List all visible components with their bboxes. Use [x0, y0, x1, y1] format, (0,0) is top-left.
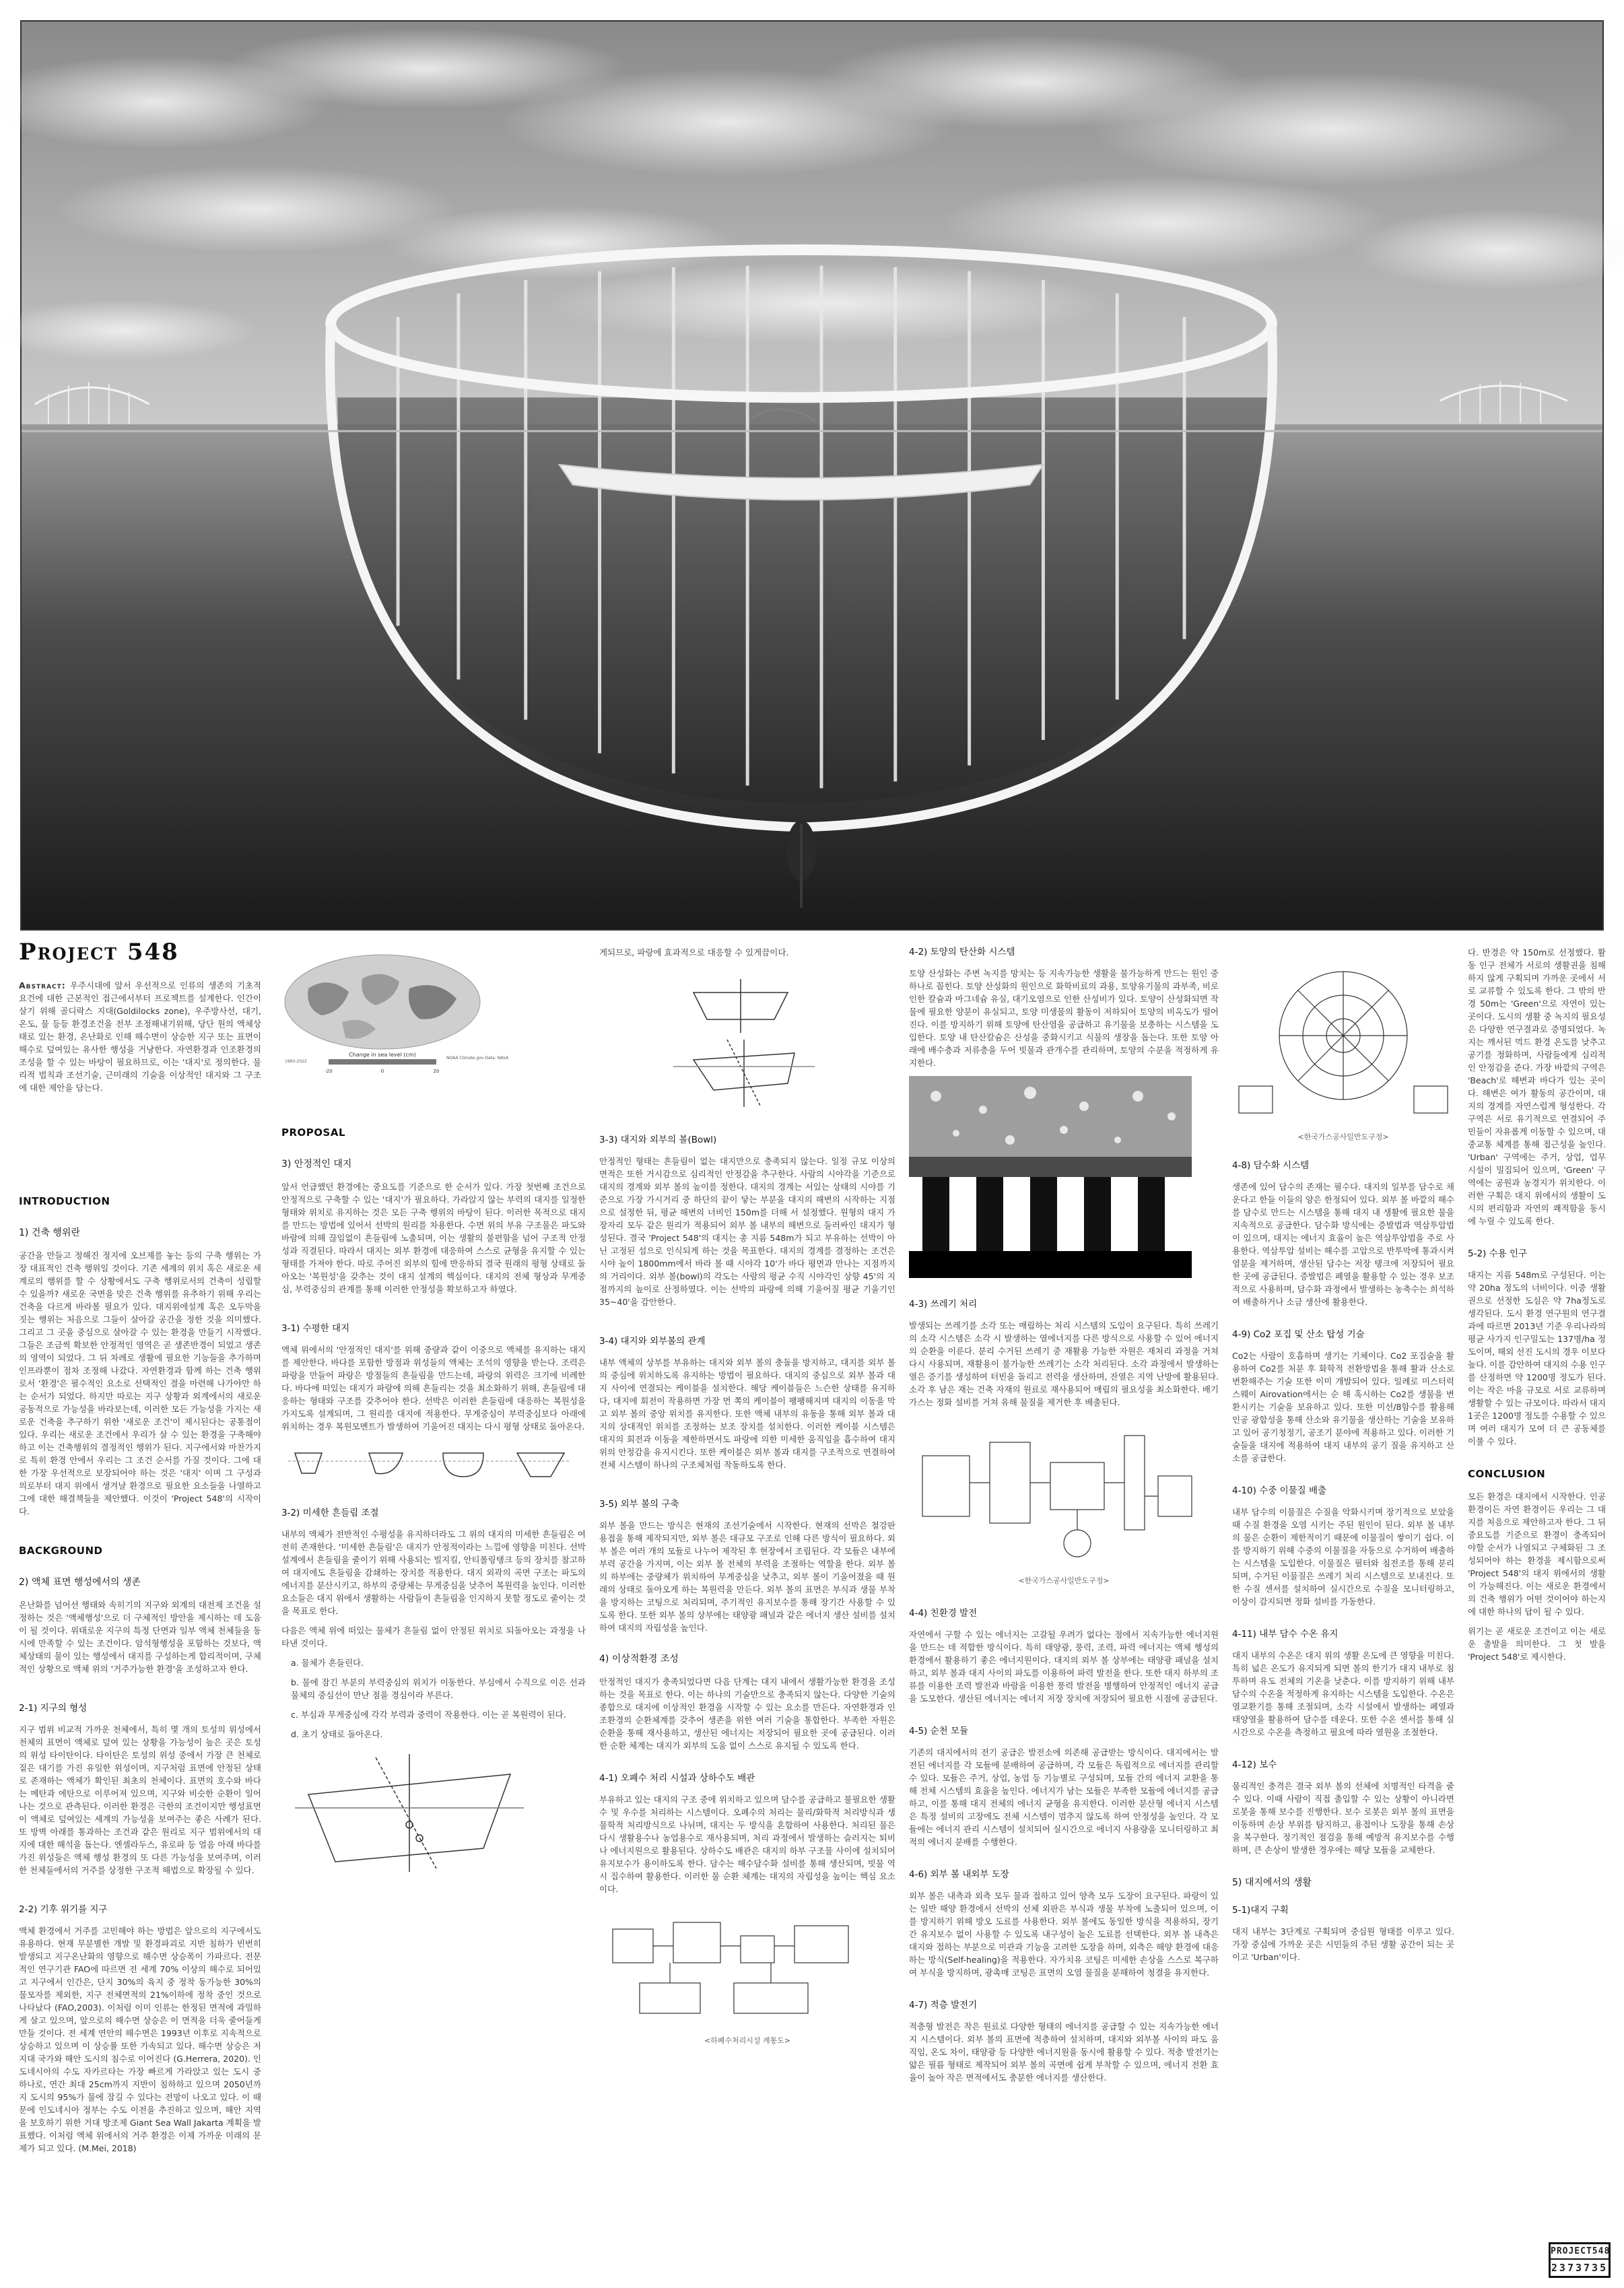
list-item-a: a. 물체가 흔들린다.	[291, 1658, 364, 1668]
caption-wastewater: <하폐수처리시설 계통도>	[704, 2036, 791, 2045]
paragraph-2-1: 지구 범위 비교적 가까운 천체에서, 특히 몇 개의 토성의 위성에서 천체의 표면이 액체로 덮여 있는 상황을 가능성이 높은 곳은 토성의 위성 타이탄이다. 타이탄은 토성의 위성 중에서 가장 큰 천체로 짙은 대기를 가진 유일한 위성이며, 지구처럼 표면에 안정된 상태로 존재하는 액체가 확인된 최초의 천체이다. 표면의 호수와 바다는 메탄과 에탄으로 이루어져 있으며, 지구와 비슷한 순환이 일어나는 것으로 관측된다. 이러한 환경은 극한의 조건이지만 행성표면이 액체로 덮여있는 세계의 가능성을 보여주는 좋은 사례가 된다. 또 방벽 아래를 통과하는 조건과 같은 원리로 지구 범위에서의 대지에 대한 해석을 돕는다. 엔셀라두스, 유로파 등 얼음 아래 바다를 가진 위성들은 액체 행성 환경의 또 다른 가능성을 보여주며, 이러한 천체들에서의 거주를 상정한 구조적 해법으로 확장될 수 있다.	[19, 1724, 261, 1875]
heading-4: 4) 이상적환경 조성	[599, 1654, 679, 1664]
paragraph-4-9: Co2는 사람이 호흡하며 생기는 기체이다. Co2 포집술을 활용하여 Co2를 처분 후 화학적 전환방법을 통해 활과 산소로 변환해주는 기술 또한 이미 개발되어 있다. 일례로 미스터럭 스웨이 Airovation에서는 순 해 혹시하는 Co2를 생물을 변환시키는 기술을 보유하고 있다. 또한 미선/8함수를 활용해 인공 광합성을 통해 산소와 유기물을 생산하는 기술을 보유하고 있어 공기청정기, 공조기 분야에 적용하고 있다. 이러한 기술들을 대지에 적용하여 대지 내부의 공기 질을 유지하고 산소를 공급한다.	[1232, 1351, 1454, 1463]
paragraph-top: 게되므로, 파랑에 효과적으로 대응할 수 있게끔이다.	[599, 947, 789, 957]
caption-desalination: <한국가스공사일반도구정>	[1297, 1133, 1389, 1141]
paragraph-4-7: 적층형 발전은 작은 원료로 다양한 형태의 에너지를 공급할 수 있는 지속가능한 에너지 시스템이다. 외부 볼의 표면에 적층하여 설치하며, 대지와 외부볼 사이의 파도 움직임, 온도 차이, 태양광 등 다양한 에너지원을 동시에 활용할 수 있다. 적층 발전기는 얇은 필름 형태로 제작되어 외부 볼의 곡면에 쉽게 부착할 수 있으며, 에너지 전환 효율이 높아 작은 면적에서도 충분한 에너지를 생산한다.	[909, 2021, 1219, 2083]
heading-conclusion: CONCLUSION	[1468, 1468, 1546, 1480]
page-title: Project 548	[19, 939, 179, 966]
desalination-diagram	[1232, 951, 1454, 1126]
paragraph-3: 앞서 언급했던 환경에는 중요도를 기준으로 한 순서가 있다. 가장 첫번째 조건으로 안정적으로 구축할 수 있는 '대지'가 필요하다. 가라앉지 않는 부력의 대지를 일정한 형태와 위치로 유지하는 것은 모든 구축 행위의 바탕이 된다. 이러한 목적으로 대지를 만드는 방법에 있어서 선박의 원리를 차용한다. 수면 위의 부유 구조물은 파도와 바람에 의해 끊임없이 흔들림에 노출되며, 이는 생활의 불편함을 넘어 구조적 안정성과 직결된다. 따라서 대지는 외부 환경에 대응하여 스스로 균형을 유지할 수 있는 형태를 가져야 한다. 따로 주어진 외부의 힘에 반응하되 결국 원래의 평형 상태로 돌아오는 '복원성'을 갖추는 것이 대지 설계의 핵심이다. 대지의 전체 형상과 무게중심, 부력중심의 관계를 통해 이러한 안정성을 확보하고자 하였다.	[281, 1182, 586, 1294]
project-badge	[1549, 2242, 1611, 2278]
heading-introduction: INTRODUCTION	[19, 1195, 110, 1207]
paragraph-4-8: 생존에 있어 담수의 존재는 필수다. 대지의 일부를 담수로 채운다고 한들 이들의 양은 한정되어 있다. 외부 볼 바깥의 해수를 담수로 만드는 시스템을 통해 대지 내 생활에 필요한 물을 지속적으로 공급한다. 담수화 방식에는 증발법과 역삼투압법이 있으며, 대지는 에너지 효율이 높은 역삼투압법을 주로 사용한다. 역삼투압 설비는 해수를 고압으로 반투막에 통과시켜 염분을 제거하며, 생산된 담수는 저장 탱크에 저장되어 필요한 곳에 공급된다. 증발법은 폐열을 활용할 수 있는 경우 보조적으로 사용하며, 담수화 과정에서 발생하는 농축수는 희석하여 배출하거나 소금 생산에 활용한다.	[1232, 1182, 1454, 1307]
heading-4-8: 4-8) 담수화 시스템	[1232, 1160, 1310, 1171]
heading-4-6: 4-6) 외부 볼 내외부 도장	[909, 1869, 1009, 1880]
paragraph-3-5: 외부 볼을 만드는 방식은 현재의 조선기술에서 시작한다. 현재의 선박은 철강판 용접을 통해 제작되지만, 외부 볼은 대규모 구조로 인해 다른 방식이 필요하다. 외부 볼은 여러 개의 모듈로 나누어 제작된 후 현장에서 조립된다. 각 모듈은 내부에 부력 공간을 가지며, 이는 외부 볼 전체의 부력을 조절하는 역할을 한다. 외부 볼의 하부에는 중량체가 위치하여 무게중심을 낮추고, 외부 볼이 기울어졌을 때 원래의 상태로 돌아오게 하는 복원력을 만든다. 외부 볼의 표면은 부식과 생물 부착을 방지하는 코팅으로 처리되며, 주기적인 유지보수를 통해 장기간 사용할 수 있도록 한다. 또한 외부 볼의 상부에는 태양광 패널과 같은 에너지 생산 설비를 설치하여 대지의 자립성을 높인다.	[599, 1520, 895, 1633]
abstract	[19, 979, 261, 1094]
paragraph-5-1b: 다. 반경은 약 150m로 선정했다. 활동 인구 전체가 서로의 생활권을 침해하지 않게 구획되며 가까운 곳에서 서로 교류할 수 있도록 한다. 그 밖의 반경 50m는 'Green'으로 자연이 있는 곳이다. 도시의 생활 중 녹지의 필요성은 다양한 연구결과로 증명되었다. 녹지는 깨서된 먹드 환경 온도를 낮추고 공기를 정화하며, 사람들에게 심리적인 안정감을 준다. 가장 바깥의 구역은 'Beach'로 해변과 바다가 있는 곳이다. 해변은 여가 활동의 공간이며, 대지의 경계를 자연스럽게 형성한다. 각 구역은 서로 유기적으로 연결되어 주민들이 자유롭게 이동할 수 있으며, 대중교통 체계를 통해 접근성을 높인다. 'Urban' 구역에는 주거, 상업, 업무 시설이 밀집되어 있으며, 'Green' 구역에는 공원과 농경지가 위치한다. 이러한 구획은 대지 위에서의 생활이 도시의 편리함과 자연의 쾌적함을 동시에 누릴 수 있도록 한다.	[1468, 947, 1606, 1226]
paragraph-4-11: 대지 내부의 수온은 대지 위의 생활 온도에 큰 영향을 미친다. 특히 넓은 온도가 유지되게 되면 볼의 한기가 대지 내부로 침투하며 유도 전체의 기온을 낮춘다. 이를 방지하기 위해 내부 담수의 수온을 적정하게 유지하는 시스템을 도입한다. 수온은 열교환기를 통해 조절되며, 소각 시설에서 발생하는 폐열과 태양열을 활용하여 담수를 데운다. 또한 수온 센서를 통해 실시간으로 수온을 측정하고 필요에 따라 열원을 조절한다.	[1232, 1650, 1454, 1737]
map-right-note: NOAA Climate.gov Data: NASA	[446, 1056, 509, 1061]
heading-4-2: 4-2) 토양의 탄산화 시스템	[909, 947, 1015, 957]
paragraph-4-6: 외부 볼은 내측과 외측 모두 물과 접하고 있어 양측 모두 도장이 요구된다. 파랑이 있는 일반 해양 환경에서 선박의 선체 외판은 부식과 생물 부착에 노출되어 있으며, 이를 방지하기 위해 방오 도료를 사용한다. 외부 볼에도 동일한 방식을 적용하되, 장기간 유지보수 없이 사용할 수 있도록 내구성이 높은 도료를 선택한다. 외부 볼 내측은 대지와 접하는 부분으로 미관과 기능을 고려한 도장을 하며, 외측은 해양 환경에 대응하는 방식(Self-healing)을 적용한다. 자가치유 코팅은 미세한 손상을 스스로 복구하여 부식을 방지하며, 광촉매 코팅은 표면의 오염 물질을 분해하여 청결을 유지한다.	[909, 1891, 1219, 1978]
heading-4-1: 4-1) 오폐수 처리 시설과 상하수도 배관	[599, 1773, 755, 1784]
heading-proposal: PROPOSAL	[281, 1126, 346, 1139]
column-1	[19, 939, 261, 2161]
paragraph-4-3: 발생되는 쓰레기를 소각 또는 매립하는 처리 시스템의 도입이 요구된다. 특히 쓰레기의 소각 시스템은 소각 시 발생하는 열에너지를 다른 방식으로 사용할 수 있어 에너지의 순환을 이룬다. 분리 수거된 쓰레기 중 재활용 가능한 자원은 재처리 과정을 거쳐 다시 사용되며, 재활용이 불가능한 쓰레기는 소각 처리된다. 소각 과정에서 발생하는 열은 증기를 생성하여 터빈을 돌리고 전력을 생산하며, 잔열은 지역 난방에 활용된다. 소각 후 남은 재는 건축 자재의 원료로 재사용되어 매립의 필요성을 최소화한다. 배기가스는 정화 설비를 거쳐 유해 물질을 제거한 후 배출된다.	[909, 1320, 1219, 1407]
heading-3-5: 3-5) 외부 볼의 구축	[599, 1499, 679, 1510]
column-2	[281, 946, 586, 1879]
heading-5-1: 5-1)대지 구획	[1232, 1905, 1289, 1916]
paragraph-3-2: 내부의 액체가 전반적인 수평성을 유지하더라도 그 위의 대지의 미세한 흔들림은 여전히 존재한다. '미세한 흔들림'은 대지가 안정적이라는 느낌에 영향을 미친다. 선박 설계에서 흔들림을 줄이기 위해 사용되는 빌지킬, 안티롤링탱크 등의 장치를 참고하여 대지에도 흔들림을 감쇄하는 장치를 적용한다. 대지 외곽의 곡면 구조는 파도의 에너지를 분산시키고, 하부의 중량체는 무게중심을 낮추어 복원력을 높인다. 이러한 요소들은 대지 위에서 생활하는 사람들이 흔들림을 인지하지 못할 정도로 줄이는 것을 목표로 한다.	[281, 1529, 586, 1616]
column-3	[599, 946, 895, 2055]
heading-4-11: 4-11) 내부 담수 수온 유지	[1232, 1629, 1339, 1640]
paragraph-4-4: 자연에서 구할 수 있는 에너지는 고갈될 우려가 없다는 점에서 지속가능한 에너지원을 만드는 데 적합한 방식이다. 특히 태양광, 풍력, 조력, 파력 에너지는 액체 행성의 환경에서 활용하기 좋은 에너지원이다. 대지의 외부 볼 상부에는 태양광 패널을 설치하고, 외부 볼과 대지 사이의 파도를 이용하여 파력 발전을 한다. 또한 대지 하부의 조류를 이용한 조력 발전과 바람을 이용한 풍력 발전을 병행하여 안정적인 에너지 공급을 도모한다. 생산된 에너지는 에너지 저장 장치에 저장되어 필요한 시점에 공급된다.	[909, 1629, 1219, 1704]
heading-2-2: 2-2) 기후 위기를 지구	[19, 1904, 108, 1915]
heading-4-12: 4-12) 보수	[1232, 1759, 1277, 1770]
paragraph-5-2: 대지는 지름 548m로 구성된다. 이는 약 20ha 정도의 너비이다. 이중 생활권으로 선정한 도심은 약 7ha정도로 생각된다. 도시 환경 연구원의 연구결과에 따르면 2013년 기준 우리나라의 평균 사가지 인구밀도는 137명/ha 정도이며, 해외 선진 도시의 경우 이보다 높다. 이를 감안하여 대지의 수용 인구를 산정하면 약 1200명 정도가 된다. 이는 작은 마을 규모로 서로 교류하며 생활할 수 있는 규모이다. 따라서 대지 1곳은 1200명 정도를 수용할 수 있으며 여러 대지가 모여 더 큰 공동체를 이룰 수 있다.	[1468, 1270, 1606, 1446]
paragraph-4-12: 물리적인 충격은 결국 외부 볼의 선체에 치명적인 타격을 줄 수 있다. 이때 사람이 직접 출입할 수 있는 상황이 아니라면 로봇을 통해 보수를 진행한다. 보수 로봇은 외부 볼의 표면을 이동하며 손상 부위를 탐지하고, 용접이나 도장을 통해 손상을 복구한다. 정기적인 점검을 통해 예방적 유지보수를 수행하며, 큰 손상이 발생한 경우에는 해당 모듈을 교체한다.	[1232, 1781, 1454, 1855]
badge-number: 2373735	[1551, 2262, 1609, 2274]
paragraph-3-2b: 다음은 액체 위에 떠있는 물체가 흔들림 없이 안정된 위치로 되돌아오는 과정을 나타낸 것이다.	[281, 1625, 586, 1648]
caption-incineration: <한국가스공사일반도구정>	[1018, 1576, 1110, 1585]
heading-4-7: 4-7) 적층 발전기	[909, 2000, 978, 2011]
paragraph-3-4: 내부 액체의 상부를 부유하는 대지와 외부 볼의 충돌을 방지하고, 대지를 외부 볼의 중심에 위치하도록 유지하는 방법이 필요하다. 대지의 중심으로 외부 볼과 대지 사이에 연결되는 케이블을 설치한다. 해당 케이블들은 느슨한 상태를 유지하다, 대지에 회전이 작용하면 가장 먼 쪽의 케이블이 팽팽해지며 대지의 이동을 막고 외부 볼의 중앙 위치를 유지한다. 또한 액체 내부의 유동을 통해 외부 볼과 대지의 상대적인 위치를 조정하는 보조 장치를 설치한다. 이러한 케이블 시스템은 대지의 회전과 이동을 제한하면서도 파랑에 의한 미세한 움직임을 흡수하여 대지 위의 안정감을 유지시킨다. 또한 케이블은 외부 볼과 대지를 구조적으로 연결하여 전체 시스템이 하나의 구조체처럼 작동하도록 한다.	[599, 1357, 895, 1470]
column-6	[1468, 946, 1606, 1670]
heading-5-2: 5-2) 수용 인구	[1468, 1248, 1528, 1259]
heading-background: BACKGROUND	[19, 1545, 103, 1557]
incineration-diagram	[909, 1415, 1205, 1570]
list-item-c: c. 부심과 무게중심에 각각 부력과 중력이 작용한다. 이는 곧 복원력이 된다.	[291, 1710, 566, 1720]
heading-2: 2) 액체 표면 행성에서의 생존	[19, 1577, 141, 1588]
hull-sections-diagram	[281, 1440, 578, 1487]
map-left-note: 1993-2022	[285, 1059, 307, 1064]
paragraph-5-1: 대지 내부는 3단계로 구획되며 중심원 형태를 이루고 있다. 가장 중심에 가까운 곳은 시민들의 주된 생활 공간이 되는 곳이고 'Urban'이다.	[1232, 1926, 1454, 1962]
list-item-b: b. 물에 잠긴 부분의 부력중심의 위치가 이동한다. 부심에서 수직으로 이은 선과 물체의 중심선이 만난 점을 경심이라 부른다.	[291, 1677, 586, 1700]
paragraph-4-5: 기존의 대지에서의 전기 공급은 발전소에 의존해 공급받는 방식이다. 대지에서는 발전된 에너지를 각 모듈에 분배하여 공급하며, 각 모듈은 독립적으로 에너지를 관리할 수 있다. 모듈은 주거, 상업, 농업 등 기능별로 구성되며, 모듈 간의 에너지 교환을 통해 전체 시스템의 효율을 높인다. 에너지가 남는 모듈은 부족한 모듈에 에너지를 공급하고, 이를 통해 대지 전체의 에너지 균형을 유지한다. 이러한 분산형 에너지 시스템은 특정 설비의 고장에도 전체 시스템이 멈추지 않도록 하여 안정성을 높인다. 각 모듈에는 에너지 관리 시스템이 설치되어 실시간으로 에너지 사용량을 모니터링하고 최적의 에너지 분배를 수행한다.	[909, 1747, 1219, 1847]
map-tick-high: 20	[433, 1069, 440, 1074]
hull-rolling-diagram	[599, 966, 882, 1114]
wastewater-diagram	[599, 1902, 882, 2030]
heading-4-9: 4-9) Co2 포집 및 산소 탑성 기술	[1232, 1329, 1365, 1340]
heading-3-1: 3-1) 수평한 대지	[281, 1323, 350, 1334]
map-tick-low: -20	[325, 1069, 333, 1074]
paragraph-conclusion-2: 위기는 곧 새로운 조건이고 이는 새로운 출발을 의미한다. 그 첫 발을 'Project 548'로 제시한다.	[1468, 1626, 1606, 1662]
paragraph-2-2: 액체 환경에서 거주를 고민해야 하는 방법은 앞으로의 지구에서도 유용하다. 현재 무분별한 개발 및 환경파괴로 지반 침하가 빈번히 발생되고 지구온난화의 영향으로 해수면 상승폭이 가파르다. 전문적인 연구기관 FAO에 따르면 전 세계 70% 이상의 해수로 되어있고 지구에서 인간은, 단지 30%의 육지 중 정착 동가능한 30%의 물모자를 제외한, 지구 전체면적의 21%이하에 정착 중인 것으로 나타났다 (FAO,2003). 이처럼 이미 인류는 한정된 면적에 과밀하게 살고 있으며, 앞으로의 해수면 상승은 이 면적을 더욱 줄어들게 만들 것이다. 전 세계 연안의 해수면은 1993년 이후로 지속적으로 상승하고 있으며 이 상승률 또한 가속되고 있다. 해수면 상승은 저지대 국가와 해안 도시의 침수로 이어진다 (G.Herrera, 2020). 인도네시아의 수도 자카르타는 가장 빠르게 가라앉고 있는 도시 중 하나로, 연간 최대 25cm까지 지반이 침하하고 있으며 2050년까지 도시의 95%가 물에 잠길 수 있다는 전망이 나오고 있다. 이 때문에 인도네시아 정부는 수도 이전을 추진하고 있으며, 해안 지역을 보호하기 위한 거대 방조제 Giant Sea Wall Jakarta 계획을 발표했다. 이처럼 액체 위에서의 거주 환경은 이제 가까운 미래의 문제가 되고 있다. (M.Mei, 2018)	[19, 1926, 261, 2153]
heading-4-10: 4-10) 수중 이물질 배출	[1232, 1485, 1327, 1496]
heading-2-1: 2-1) 지구의 형성	[19, 1703, 88, 1714]
paragraph-4-1: 부유하고 있는 대지의 구조 중에 위치하고 있으며 담수를 공급하고 불필요한 생활수 및 우수를 처리하는 시스템이다. 오폐수의 처리는 물리/화학적 처리방식과 생물학적 처리방식으로 나뉘며, 대지는 두 방식을 혼합하여 사용한다. 처리된 물은 다시 생활용수나 농업용수로 재사용되며, 처리 과정에서 발생하는 슬러지는 퇴비나 에너지원으로 활용된다. 상하수도 배관은 대지의 하부 구조물 사이에 설치되어 유지보수가 용이하도록 한다. 담수는 해수담수화 설비를 통해 생산되며, 빗물 역시 집수하여 활용한다. 이러한 물 순환 체계는 대지의 자립성을 높이는 핵심 요소이다.	[599, 1794, 895, 1894]
paragraph-conclusion: 모든 환경은 대지에서 시작한다. 인공 환경이든 자연 환경이든 우리는 그 대지를 처음으로 제안하고자 한다. 그 뒤 중요도를 기준으로 환경이 충족되어야할 순서가 나열되고 구체화된 그 조성되어야 하는 환경을 제시함으로써 'Project 548'의 대지 위에서의 생활이 가능해진다. 이는 새로운 환경에서의 건축 행위가 어떤 것이어야 하는지에 대한 하나의 답이 될 수 있다.	[1468, 1491, 1606, 1617]
heading-3: 3) 안정적인 대지	[281, 1159, 352, 1170]
heading-4-4: 4-4) 친환경 발전	[909, 1608, 978, 1619]
paragraph-3-3: 안정적인 형태는 흔들림이 없는 대지만으로 충족되지 않는다. 일정 규모 이상의 면적은 또한 거시감으로 심리적인 안정감을 추구한다. 사람의 시야각을 기준으로 대지의 경계와 외부 볼의 높이를 정한다. 대지의 경계는 서있는 상태의 시야를 기준으로 가장 가시거리 중 하단의 끝이 닿는 부분을 대지의 해변의 시작하는 지점으로 설정한 뒤, 평균 해변의 너비인 150m를 더해 서 설정했다. 원형의 대지 가장자리 모두 같은 원리가 적용되어 외부 볼 내부의 해변으로 둘러싸인 대지가 형성된다. 결국 'Project 548'의 대지는 총 지름 548m가 되고 부유하는 선박이 아닌 고정된 섬으로 인식되게 하는 것을 목표한다. 대지의 경계를 결정하는 조건은 시야 높이 1800mm에서 바라 볼 때 시야각 10'가 바다 평면과 만나는 지점까지의 거리이다. 외부 볼(bowl)의 각도는 사람의 평균 수직 시야각인 상향 45'의 지점까지의 높이로 산정하였다. 이는 선박의 파랑에 의해 기울어질 평균 기울기인 35~40'을 감안한다.	[599, 1156, 895, 1307]
badge-title: PROJECT548	[1551, 2244, 1609, 2260]
column-4	[909, 946, 1219, 2091]
paragraph-4-2: 토양 산성화는 주변 녹지를 망치는 등 지속가능한 생활을 불가능하게 만드는 원인 중 하나로 꼽힌다. 토양 산성화의 원인으로 화학비료의 과용, 토양유기물의 과부족, 비로 인한 칼슘과 마그네슘 유실, 대기오염으로 인한 산성비가 있다. 토양이 산성화되면 작물에 필요한 양분이 유실되고, 토양 미생물의 활동이 저하되어 토양의 비옥도가 떨어진다. 이를 방지하기 위해 토양에 탄산염을 공급하고 유기물을 보충하는 시스템을 도입한다. 토양 내 탄산칼슘은 산성을 중화시키고 식물의 생장을 돕는다. 또한 토양 아래에 배수층과 저류층을 두어 빗물과 관개수를 관리하며, 토양의 수분을 적정하게 유지한다.	[909, 968, 1219, 1068]
heading-3-2: 3-2) 미세한 흔들림 조절	[281, 1508, 379, 1518]
sea-level-map	[281, 951, 509, 1086]
map-legend-label: Change in sea level (cm)	[349, 1052, 416, 1058]
floating-bowl-rendering	[22, 22, 1602, 929]
heading-3-3: 3-3) 대지와 외부의 볼(Bowl)	[599, 1135, 717, 1145]
paragraph-4: 안정적인 대지가 충족되었다면 다음 단계는 대지 내에서 생활가능한 환경을 조성하는 것을 목표로 한다. 이는 하나의 기술만으로 충족되지 않는다. 다양한 기술의 종합으로 대지에 이상적인 환경을 시작할 수 있는 요소를 만든다. 자연환경과 인조환경의 순환체계를 갖추어 생존을 위한 여러 기술을 통합한다. 부족한 자원은 순환을 통해 재사용하고, 생산된 에너지는 저장되어 필요한 곳에 공급된다. 이러한 순환 체계는 대지가 외부의 도움 없이 스스로 유지될 수 있도록 한다.	[599, 1677, 895, 1751]
heading-5: 5) 대지에서의 생활	[1232, 1877, 1312, 1888]
abstract-text: 우주시대에 앞서 우선적으로 인류의 생존의 기초적 요건에 대한 근본적인 접근에서부터 프로젝트를 설계한다. 인간이 살기 위해 골디락스 지대(Goldilocks zone), 우주방사선, 대기, 온도, 물 등등 환경조건을 전부 조정해내기위해, 당단 원의 액체상태로 있는 환경, 온난화로 인해 해수면이 상승한 지구 또는 표면이 해수로 덮여있는 유사한 행성을 거냥한다. 자연환경과 인조환경의 조성을 할 수 있는 바탕이 필요하므로, 이는 '대지'로 정의한다. 물리적 법칙과 조선기술, 근미래의 기술을 이상적인 대지와 그 구조에 대한 제안을 담는다.	[19, 980, 261, 1093]
column-5	[1232, 946, 1454, 1970]
map-tick-mid: 0	[380, 1069, 384, 1074]
paragraph-4-10: 내부 담수의 이물질은 수질을 악화시키며 장기적으로 보았을 때 수질 환경을 오염 시키는 주된 원인이 된다. 외부 볼 내부의 물은 순환이 제한적이기 때문에 이물질이 쌓이기 쉽다. 이를 방지하기 위해 수중의 이물질을 자동으로 수거하여 배출하는 시스템을 도입한다. 이물질은 필터와 침전조를 통해 분리되며, 수거된 이물질은 쓰레기 처리 시스템으로 보내진다. 또한 수질 센서를 설치하여 실시간으로 수질을 모니터링하고, 이상이 감지되면 정화 설비를 가동한다.	[1232, 1507, 1454, 1607]
heading-4-3: 4-3) 쓰레기 처리	[909, 1299, 978, 1310]
hero-render	[20, 20, 1604, 931]
background-paragraph: 온난화를 넘어선 행태와 속히기의 지구와 외계의 대전제 조건을 설정하는 것은 '액체행성'으로 더 구체적인 방안을 제시하는 데 도움이 될 것이다. 위태로운 지구의 특정 단면과 일부 액체 천체들을 동시에 만족할 수 있는 조건이다. 암석형행성을 포함하는 것보다, 액체상태의 물이 있는 행성에서 대지를 구성하는게 합리적이며, 구체적인 상황으로 액체 위의 '거주가능한 환경'을 조성하고자 한다.	[19, 1600, 261, 1674]
stability-diagram	[281, 1747, 537, 1875]
soil-section-diagram	[909, 1076, 1192, 1278]
heading-4-5: 4-5) 순천 모듈	[909, 1726, 969, 1737]
abstract-label: Abstract:	[19, 980, 66, 990]
heading-3-4: 3-4) 대지와 외부볼의 관계	[599, 1336, 706, 1347]
paragraph-3-1: 액체 위에서의 '안정적인 대지'를 위해 중량과 같이 이중으로 액체를 유지하는 대지를 제안한다. 바다를 포함한 방점과 위성들의 액체는 조석의 영향을 받는다. 조력은 파랑을 만들어 파랑은 방점들의 흔들림을 만드는데, 파랑의 위력은 크기에 비례한다. 바다에 떠있는 대지가 파랑에 의해 흔들리는 것을 최소화하기 위해, 흔들림에 대응하는 형태와 구조를 갖추어야 한다. 선박은 이러한 흔들림에 대응하는 복원성을 가지도록 설계되며, 그 원리를 대지에 적용한다. 무게중심이 부력중심보다 아래에 위치하는 경우 복원모멘트가 발생하여 기울어진 대지는 다시 평형 상태로 돌아온다.	[281, 1345, 586, 1432]
list-item-d: d. 초기 상태로 돌아온다.	[291, 1729, 383, 1739]
heading-1: 1) 건축 행위란	[19, 1227, 80, 1238]
intro-paragraph: 공간을 만들고 정해진 정지에 오브제를 놓는 등의 구축 행위는 가장 대표적인 건축 행위일 것이다. 기존 세계의 위치 혹은 새로운 세계로의 행위를 할 수 상황에서도 구축 행위로서의 건축이 성립할 수 있을까? 새로운 국면을 맞은 건축 행위를 유추하기 위해 우리는 건축을 다르게 바라볼 필요가 있다. 대지위에설계 혹은 오두막을 짓는 행위는 처음으로 그들이 살아갈 공간을 정한 것을 의미했다. 그리고 그 곳을 중심으로 살아갈 수 있는 환경을 만들기 시작했다. 그들은 조금씩 확보한 안정적인 영역은 곧 생존반경이 되었고 생존의 영역이 되었다. 그 뒤 차례로 생활에 필요한 기능들을 추가하며 인프라뿐이 점차 조정해 나갔다. 자연환경과 함께 하는 건축 행위로서 '환경'은 필수적인 요소로 선택적인 결을 마련해 나가야만 하는 순서가 되었다. 하지만 따로는 지구 상황과 외계에서의 새로운 공동적으로 가능성을 바라보는데, 이러한 모든 가능성을 가지는 새로운 건축을 추구하기 위한 '새로운 조건'이 제시된다는 공통점이 있다. 우리는 새로운 조건에서 우리가 살 수 있는 환경을 구축해야하고 이는 건축행위의 결정적인 행위가 된다. 지구에서와 마찬가지로 특히 환경 안에서 우리는 그 조건 순서를 가질 것이다. 그에 대한 가장 우선적으로 보장되어야 하는 것은 '대지' 이며 그 구성과 의로부터 대지 위에서 생겨날 환경으로 필요한 요소들을 나열하고 그에 대한 해결책들을 제안했다. 이것이 'Project 548'의 시작이다.	[19, 1250, 261, 1516]
